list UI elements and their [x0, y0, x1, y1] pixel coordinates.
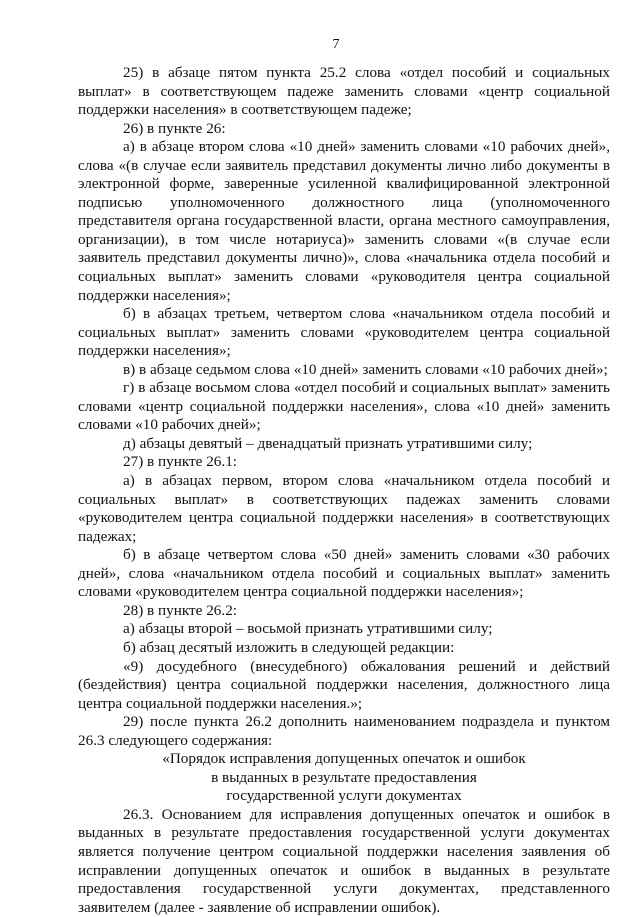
heading-line: в выданных в результате предоставления	[211, 768, 477, 786]
paragraph-subitem-26d: д) абзацы девятый – двенадцатый признать утратившими силу;	[123, 434, 533, 452]
paragraph-quoted-text: «9) досудебного (внесудебного) обжалования решений и действий (бездействия) центра социальной поддержки населения, должностного лица центра социальной поддержки населения.»;	[78, 657, 610, 712]
paragraph-subitem-28a: а) абзацы второй – восьмой признать утратившими силу;	[123, 620, 493, 638]
paragraph-subitem-26b: б) в абзацах третьем, четвертом слова «начальником отдела пособий и социальных выплат» заменить словами «руководителем центра социальной поддержки населения»;	[78, 305, 610, 360]
heading-line: «Порядок исправления допущенных опечаток и ошибок	[162, 750, 526, 768]
paragraph-subitem-27a: а) в абзацах первом, втором слова «начальником отдела пособий и социальных выплат» в соответствующих падежах заменить словами «руководителем центра социальной поддержки населения» в соответствующих падежах;	[78, 472, 610, 545]
page-number: 7	[332, 37, 340, 52]
paragraph-item-26: 26) в пункте 26:	[123, 119, 226, 137]
paragraph-item-26-3: 26.3. Основанием для исправления допущенных опечаток и ошибок в выданных в результате предоставления государственной услуги документах является получение центром социальной поддержки населения заявления об исправлении допущенных опечаток и ошибок в выданных в результате предоставления государственной услуги документах, представленного заявителем (далее - заявление об исправлении ошибок).	[78, 805, 610, 916]
paragraph-subitem-27b: б) в абзаце четвертом слова «50 дней» заменить словами «30 рабочих дней», слова «начальником отдела пособий и социальных выплат» заменить словами «руководителем центра социальной поддержки населения»;	[78, 546, 610, 601]
paragraph-subitem-26v: в) в абзаце седьмом слова «10 дней» заменить словами «10 рабочих дней»;	[123, 360, 608, 378]
heading-line: государственной услуги документах	[226, 787, 462, 805]
paragraph-item-29: 29) после пункта 26.2 дополнить наименованием подраздела и пунктом 26.3 следующего содержания:	[78, 713, 610, 749]
paragraph-subitem-26a: а) в абзаце втором слова «10 дней» заменить словами «10 рабочих дней», слова «(в случае если заявитель представил документы лично либо документы в электронной форме, заверенные усиленной квалифицированной электронной подписью уполномоченного должностного лица (уполномоченного представителя органа государственной власти, органа местного самоуправления, организации), в том числе нотариуса)» заменить словами «(в случае если заявитель представил документы лично)», слова «начальника отдела пособий и социальных выплат» заменить словами «руководителя центра социальной поддержки населения»;	[78, 138, 610, 304]
paragraph-item-28: 28) в пункте 26.2:	[123, 601, 238, 619]
paragraph-subitem-26g: г) в абзаце восьмом слова «отдел пособий и социальных выплат» заменить словами «центр социальной поддержки населения», слова «10 дней» заменить словами «10 рабочих дней»;	[78, 379, 610, 434]
subsection-heading	[78, 750, 610, 806]
paragraph-subitem-28b: б) абзац десятый изложить в следующей редакции:	[123, 638, 455, 656]
paragraph-item-27: 27) в пункте 26.1:	[123, 453, 238, 471]
paragraph-item-25: 25) в абзаце пятом пункта 25.2 слова «отдел пособий и социальных выплат» в соответствующем падеже заменить словами «центр социальной поддержки населения» в соответствующем падеже;	[78, 64, 610, 119]
